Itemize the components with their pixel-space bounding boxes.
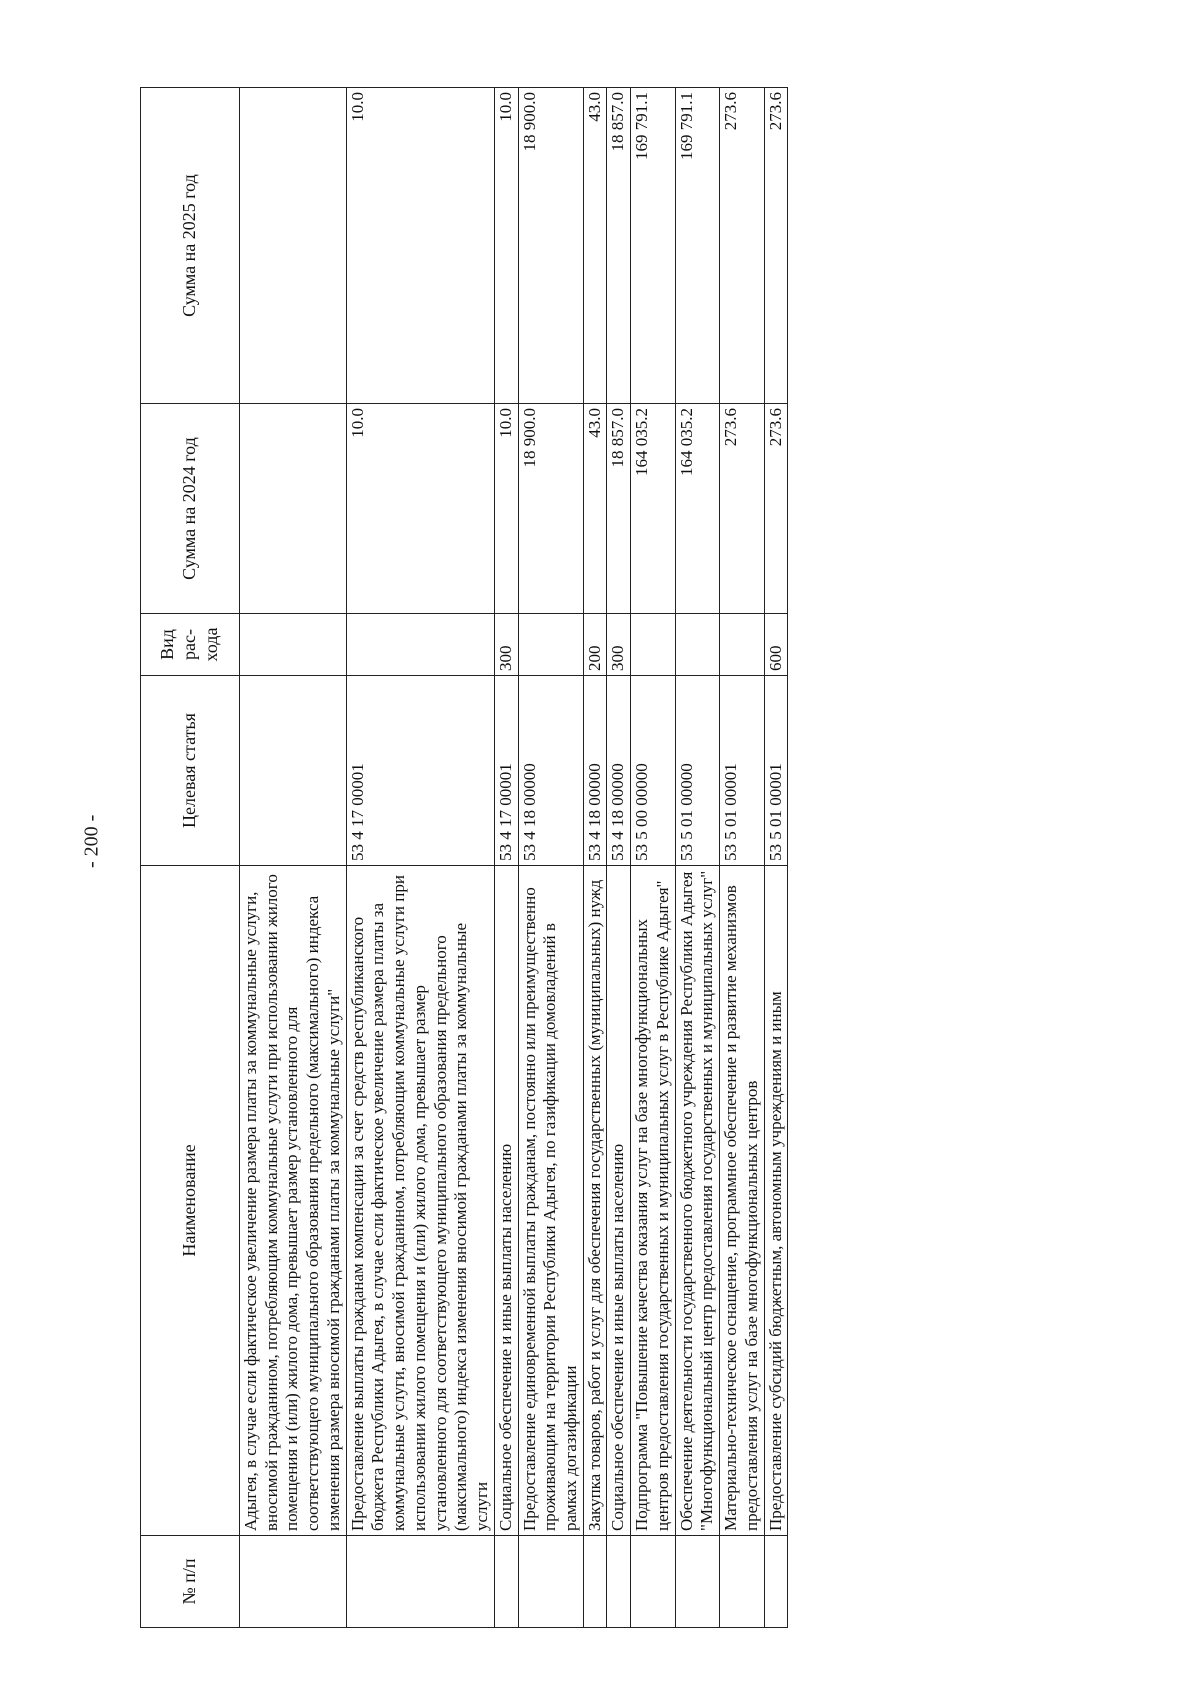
table-header-row (141, 88, 240, 1628)
header-sum-2025: Сумма на 2025 год (141, 88, 240, 404)
cell-no (764, 1536, 788, 1628)
cell-code: 53 4 17 00001 (346, 676, 494, 866)
budget-table (140, 87, 788, 1628)
table-row (240, 88, 347, 1628)
cell-code: 53 4 18 00000 (583, 676, 607, 866)
cell-sum-2024: 18 900.0 (518, 404, 583, 614)
cell-sum-2025: 10.0 (346, 88, 494, 404)
cell-sum-2024: 164 035.2 (675, 404, 719, 614)
cell-no (607, 1536, 631, 1628)
cell-sum-2025: 43.0 (583, 88, 607, 404)
cell-sum-2024 (240, 404, 347, 614)
table-row (346, 88, 494, 1628)
cell-name: Предоставление единовременной выплаты гражданам, постоянно или преимущественно проживающим на территории Республики Адыгея, по газификации домовладений в рамках догазификации (518, 866, 583, 1536)
cell-kind: 200 (583, 614, 607, 676)
header-no: № п/п (141, 1536, 240, 1628)
header-code: Целевая статья (141, 676, 240, 866)
cell-kind: 600 (764, 614, 788, 676)
cell-code (240, 676, 347, 866)
cell-code: 53 5 00 00000 (631, 676, 675, 866)
table-row (607, 88, 631, 1628)
cell-sum-2025: 273.6 (720, 88, 764, 404)
cell-name: Предоставление выплаты гражданам компенсации за счет средств республиканского бюджета Республики Адыгея, в случае если фактическое увеличение размера платы за коммунальные услуги, вносимой гражданином, потребляющим коммунальные услуги при использовании жилого помещения и (или) жилого дома, превышает размер установленного для соответствующего муниципального образования предельного (максимального) индекса изменения вносимой гражданами платы за коммунальные услуги (346, 866, 494, 1536)
cell-name: Материально-техническое оснащение, программное обеспечение и развитие механизмов предоставления услуг на базе многофункциональных центров (720, 866, 764, 1536)
cell-sum-2024: 10.0 (494, 404, 518, 614)
cell-code: 53 4 17 00001 (494, 676, 518, 866)
cell-code: 53 5 01 00001 (764, 676, 788, 866)
cell-name: Социальное обеспечение и иные выплаты населению (494, 866, 518, 1536)
cell-sum-2024: 164 035.2 (631, 404, 675, 614)
cell-no (720, 1536, 764, 1628)
cell-sum-2024: 10.0 (346, 404, 494, 614)
cell-code: 53 4 18 00000 (518, 676, 583, 866)
cell-sum-2024: 43.0 (583, 404, 607, 614)
cell-sum-2025: 10.0 (494, 88, 518, 404)
table-row (583, 88, 607, 1628)
cell-code: 53 5 01 00000 (675, 676, 719, 866)
cell-sum-2025 (240, 88, 347, 404)
cell-name: Подпрограмма "Повышение качества оказания услуг на базе многофункциональных центров предоставления государственных и муниципальных услуг в Республике Адыгея" (631, 866, 675, 1536)
cell-sum-2025: 169 791.1 (675, 88, 719, 404)
cell-sum-2024: 18 857.0 (607, 404, 631, 614)
cell-kind (346, 614, 494, 676)
cell-sum-2025: 18 900.0 (518, 88, 583, 404)
cell-sum-2025: 18 857.0 (607, 88, 631, 404)
cell-kind (675, 614, 719, 676)
cell-kind: 300 (494, 614, 518, 676)
table-row (518, 88, 583, 1628)
cell-sum-2025: 273.6 (764, 88, 788, 404)
cell-no (240, 1536, 347, 1628)
cell-no (346, 1536, 494, 1628)
cell-kind (631, 614, 675, 676)
table-row (494, 88, 518, 1628)
cell-name: Обеспечение деятельности государственного бюджетного учреждения Республики Адыгея "Многофункциональный центр предоставления государственных и муниципальных услуг" (675, 866, 719, 1536)
rotated-page-content (140, 88, 1140, 1628)
cell-code: 53 4 18 00000 (607, 676, 631, 866)
table-row (720, 88, 764, 1628)
cell-name: Социальное обеспечение и иные выплаты населению (607, 866, 631, 1536)
cell-name: Предоставление субсидий бюджетным, автономным учреждениям и иным (764, 866, 788, 1536)
cell-no (583, 1536, 607, 1628)
cell-sum-2024: 273.6 (720, 404, 764, 614)
cell-sum-2025: 169 791.1 (631, 88, 675, 404)
page-number: - 200 - (80, 814, 103, 868)
cell-kind (720, 614, 764, 676)
cell-kind (240, 614, 347, 676)
cell-no (518, 1536, 583, 1628)
table-row (675, 88, 719, 1628)
header-name: Наименование (141, 866, 240, 1536)
cell-kind (518, 614, 583, 676)
cell-name: Закупка товаров, работ и услуг для обеспечения государственных (муниципальных) нужд (583, 866, 607, 1536)
cell-name: Адыгея, в случае если фактическое увеличение размера платы за коммунальные услуги, вносимой гражданином, потребляющим коммунальные услуги при использовании жилого помещения и (или) жилого дома, превышает размер установленного для соответствующего муниципального образования предельного (максимального) индекса изменения размера вносимой гражданами платы за коммунальные услуги" (240, 866, 347, 1536)
cell-code: 53 5 01 00001 (720, 676, 764, 866)
header-kind: Вид рас-хода (141, 614, 240, 676)
cell-sum-2024: 273.6 (764, 404, 788, 614)
cell-no (631, 1536, 675, 1628)
table-row (764, 88, 788, 1628)
cell-kind: 300 (607, 614, 631, 676)
header-sum-2024: Сумма на 2024 год (141, 404, 240, 614)
table-row (631, 88, 675, 1628)
cell-no (675, 1536, 719, 1628)
cell-no (494, 1536, 518, 1628)
